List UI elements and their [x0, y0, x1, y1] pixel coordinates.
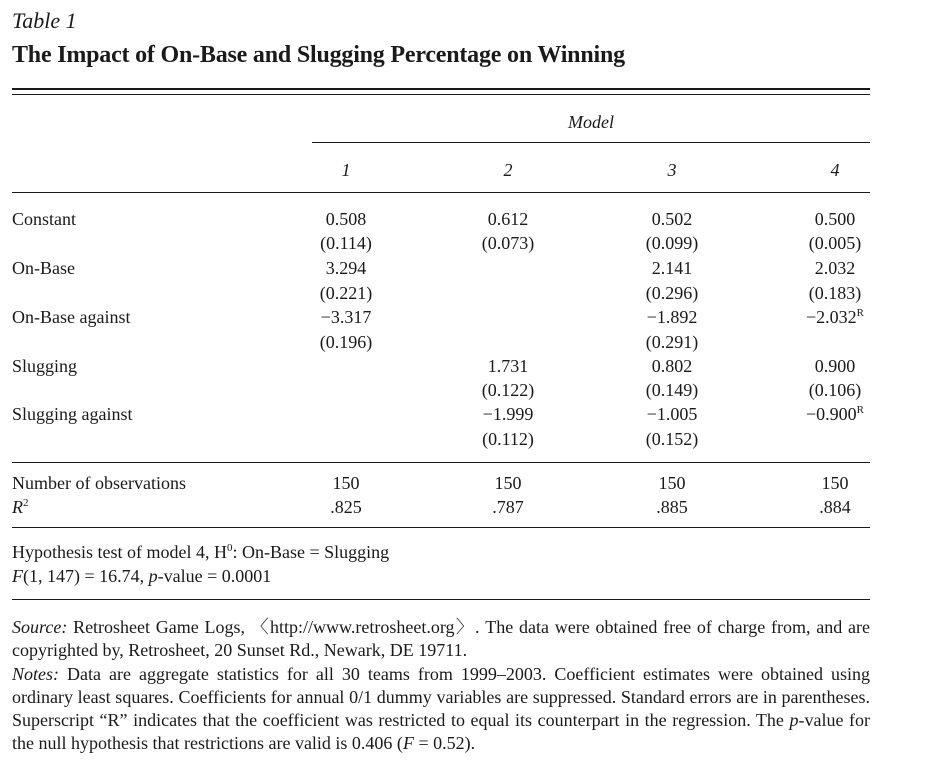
se-slugging-3: (0.149) [645, 380, 699, 400]
p-symbol: p [148, 566, 158, 586]
se-constant-3: (0.099) [645, 233, 699, 253]
r-squared-exponent: 2 [23, 497, 29, 509]
row-label-slugging: Slugging [12, 356, 78, 376]
f-statistic-text: (1, 147) = 16.74, [23, 566, 149, 586]
row-label-slugging-against: Slugging against [12, 404, 133, 424]
coef-constant-4: 0.500 [814, 209, 856, 229]
hypothesis-line-2 [12, 566, 271, 587]
coef-slugging-against-2: −1.999 [482, 404, 534, 424]
top-double-rule-1 [12, 88, 870, 90]
r-squared-symbol: R [12, 497, 23, 517]
se-on-base-4: (0.183) [808, 283, 862, 303]
observations-1: 150 [332, 473, 360, 493]
coef-on-base-4: 2.032 [814, 258, 856, 278]
se-slugging-2: (0.122) [481, 380, 535, 400]
coef-on-base-against-3: −1.892 [646, 307, 698, 327]
hypothesis-text-b: : On-Base = Slugging [232, 542, 390, 562]
se-on-base-against-3: (0.291) [645, 332, 699, 352]
r-squared-4: .884 [819, 497, 851, 517]
row-label-observations: Number of observations [12, 473, 186, 493]
se-constant-2: (0.073) [481, 233, 535, 253]
coef-constant-2: 0.612 [487, 209, 529, 229]
coef-on-base-1: 3.294 [325, 258, 367, 278]
coef-slugging-3: 0.802 [651, 356, 693, 376]
source-note [12, 616, 870, 662]
coef-on-base-against-4 [790, 307, 880, 328]
notes-p-symbol: p [789, 710, 799, 730]
se-slugging-against-2: (0.112) [482, 429, 534, 449]
r-squared-3: .885 [656, 497, 688, 517]
se-constant-4: (0.005) [808, 233, 862, 253]
column-header-2: 2 [503, 160, 513, 180]
table-label: Table 1 [12, 8, 77, 33]
top-double-rule-2 [12, 94, 870, 95]
r-squared-1: .825 [330, 497, 362, 517]
coef-slugging-against-3: −1.005 [646, 404, 698, 424]
header-rule [12, 192, 870, 193]
coef-constant-3: 0.502 [651, 209, 693, 229]
restricted-superscript: R [856, 307, 864, 319]
restricted-superscript: R [856, 404, 864, 416]
row-label-constant: Constant [12, 209, 77, 229]
coef-value: −2.032 [806, 307, 857, 327]
notes-f-symbol: F [402, 733, 414, 753]
notes-text-c: = 0.52). [413, 733, 476, 753]
observations-2: 150 [494, 473, 522, 493]
se-slugging-against-3: (0.152) [645, 429, 699, 449]
se-slugging-4: (0.106) [808, 380, 862, 400]
row-label-on-base-against: On-Base against [12, 307, 131, 327]
notes-text-a: Data are aggregate statistics for all 30 teams from 1999–2003. Coefficient estimates were obtained using ordinary least squares. Coefficients for annual 0/1 dummy variables are suppressed. Standard errors are in parentheses. Superscript “R” indicates that the coefficient was restricted to equal its counterpart in the regression. The [12, 664, 870, 730]
summary-bottom-rule [12, 527, 870, 528]
notes-text-b: -value for the null hypothesis that restrictions are valid is 0.406 ( [12, 710, 870, 753]
column-header-1: 1 [341, 160, 351, 180]
model-header: Model [568, 112, 614, 132]
se-on-base-against-1: (0.196) [319, 332, 373, 352]
table-title: The Impact of On-Base and Slugging Percentage on Winning [12, 42, 625, 68]
model-underline [312, 142, 870, 143]
column-header-3: 3 [667, 160, 677, 180]
notes-top-rule [12, 599, 870, 600]
coef-slugging-4: 0.900 [814, 356, 856, 376]
se-on-base-1: (0.221) [319, 283, 373, 303]
body-bottom-rule [12, 462, 870, 463]
coef-value: −0.900 [806, 404, 857, 424]
hypothesis-line-1 [12, 542, 389, 563]
se-on-base-3: (0.296) [645, 283, 699, 303]
notes-paragraph [12, 663, 870, 755]
p-value-text: -value = 0.0001 [157, 566, 272, 586]
source-text: Retrosheet Game Logs, 〈http://www.retrosheet.org〉. The data were obtained free of charge from, and are copyrighted by, Retrosheet, 20 Sunset Rd., Newark, DE 19711. [12, 617, 870, 660]
f-symbol: F [12, 566, 23, 586]
observations-4: 150 [821, 473, 849, 493]
notes-label: Notes: [12, 664, 59, 684]
column-header-4: 4 [830, 160, 840, 180]
r-squared-2: .787 [492, 497, 524, 517]
row-label-on-base: On-Base [12, 258, 75, 278]
row-label-r-squared [12, 497, 29, 518]
observations-3: 150 [658, 473, 686, 493]
se-constant-1: (0.114) [320, 233, 372, 253]
coef-constant-1: 0.508 [325, 209, 367, 229]
coef-on-base-3: 2.141 [651, 258, 693, 278]
coef-slugging-against-4 [790, 404, 880, 425]
coef-slugging-2: 1.731 [487, 356, 529, 376]
coef-on-base-against-1: −3.317 [320, 307, 372, 327]
hypothesis-h-superscript: 0 [226, 542, 233, 554]
source-label: Source: [12, 617, 68, 637]
hypothesis-text-a: Hypothesis test of model 4, H [12, 542, 227, 562]
